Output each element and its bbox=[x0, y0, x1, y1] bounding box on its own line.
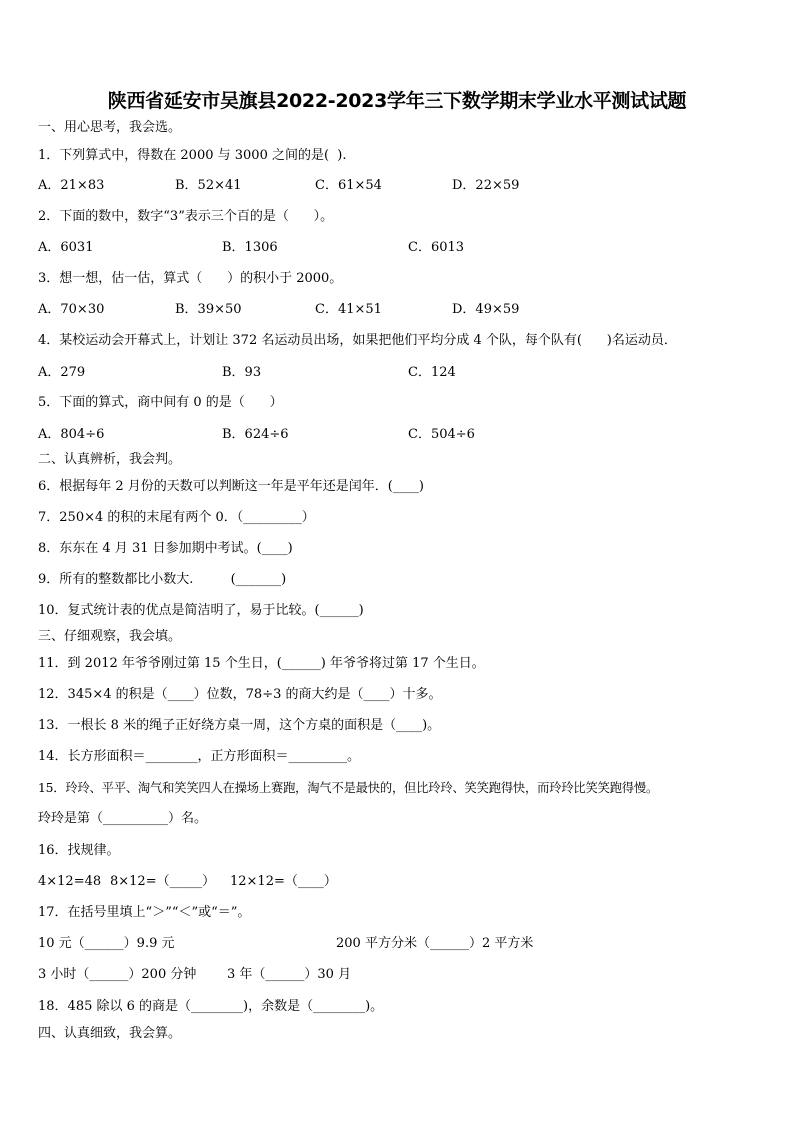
pattern-item: 4×12=48 bbox=[38, 874, 102, 889]
judge-question: 9．所有的整数都比小数大. (_______) bbox=[38, 572, 287, 587]
compare-item: 200 平方分米（______）2 平方米 bbox=[336, 936, 534, 951]
option-c: C．124 bbox=[408, 365, 456, 380]
fill-question: 16．找规律。 bbox=[38, 843, 120, 858]
compare-item: 10 元（______）9.9 元 bbox=[38, 936, 175, 951]
option-a: A．21×83 bbox=[38, 178, 105, 193]
question-stem: 5．下面的算式，商中间有 0 的是（ ） bbox=[38, 395, 283, 410]
option-a: A．804÷6 bbox=[38, 427, 105, 442]
option-b: B．624÷6 bbox=[222, 427, 289, 442]
judge-question: 6．根据每年 2 月份的天数可以判断这一年是平年还是闰年．(____) bbox=[38, 479, 424, 494]
page-title: 陕西省延安市吴旗县2022-2023学年三下数学期末学业水平测试试题 bbox=[107, 90, 687, 112]
option-b: B．1306 bbox=[222, 240, 278, 255]
question-stem: 3．想一想，估一估，算式（ ）的积小于 2000。 bbox=[38, 271, 343, 286]
option-c: C．504÷6 bbox=[408, 427, 475, 442]
pattern-item: 8×12=（_____） bbox=[110, 874, 216, 889]
fill-question: 14．长方形面积＝________，正方形面积＝_________。 bbox=[38, 749, 361, 764]
section-heading: 一、用心思考，我会选。 bbox=[38, 120, 182, 135]
compare-item: 3 小时（______）200 分钟 bbox=[38, 967, 197, 982]
fill-question: 17．在括号里填上“＞”“＜”或“＝”。 bbox=[38, 905, 251, 920]
fill-question: 11．到 2012 年爷爷刚过第 15 个生日，(______) 年爷爷将过第 17 个生日。 bbox=[38, 656, 485, 671]
fill-question-continued: 玲玲是第（__________）名。 bbox=[38, 811, 208, 826]
option-d: D．22×59 bbox=[452, 178, 520, 193]
option-a: A．70×30 bbox=[38, 302, 105, 317]
option-d: D．49×59 bbox=[452, 302, 520, 317]
section-heading: 三、仔细观察，我会填。 bbox=[38, 629, 182, 644]
option-c: C．6013 bbox=[408, 240, 465, 255]
judge-question: 7．250×4 的积的末尾有两个 0．（_________） bbox=[38, 510, 315, 525]
option-b: B．39×50 bbox=[175, 302, 242, 317]
question-stem: 1．下列算式中，得数在 2000 与 3000 之间的是( ). bbox=[38, 148, 347, 163]
compare-item: 3 年（______）30 月 bbox=[227, 967, 352, 982]
judge-question: 8．东东在 4 月 31 日参加期中考试。(____) bbox=[38, 541, 293, 556]
option-c: C．61×54 bbox=[315, 178, 382, 193]
fill-question: 13．一根长 8 米的绳子正好绕方桌一周，这个方桌的面积是（____)。 bbox=[38, 718, 441, 733]
judge-question: 10．复式统计表的优点是简洁明了，易于比较。(______) bbox=[38, 603, 364, 618]
option-a: A．6031 bbox=[38, 240, 94, 255]
question-stem: 2．下面的数中，数字“3”表示三个百的是（ ）。 bbox=[38, 209, 334, 224]
option-c: C．41×51 bbox=[315, 302, 382, 317]
section-heading: 四、认真细致，我会算。 bbox=[38, 1026, 182, 1041]
section-heading: 二、认真辨析，我会判。 bbox=[38, 452, 182, 467]
option-b: B．93 bbox=[222, 365, 262, 380]
fill-question: 18．485 除以 6 的商是（________)，余数是（________)。 bbox=[38, 999, 384, 1014]
fill-question: 12．345×4 的积是（____）位数，78÷3 的商大约是（____）十多。 bbox=[38, 687, 442, 702]
pattern-item: 12×12=（____） bbox=[230, 874, 337, 889]
question-stem: 4．某校运动会开幕式上，计划让 372 名运动员出场，如果把他们平均分成 4 个队，每个队有( )名运动员． bbox=[38, 333, 677, 348]
fill-question: 15．玲玲、平平、淘气和笑笑四人在操场上赛跑，淘气不是最快的，但比玲玲、笑笑跑得快，而玲玲比笑笑跑得慢。 bbox=[38, 781, 659, 795]
option-a: A．279 bbox=[38, 365, 86, 380]
option-b: B．52×41 bbox=[175, 178, 242, 193]
